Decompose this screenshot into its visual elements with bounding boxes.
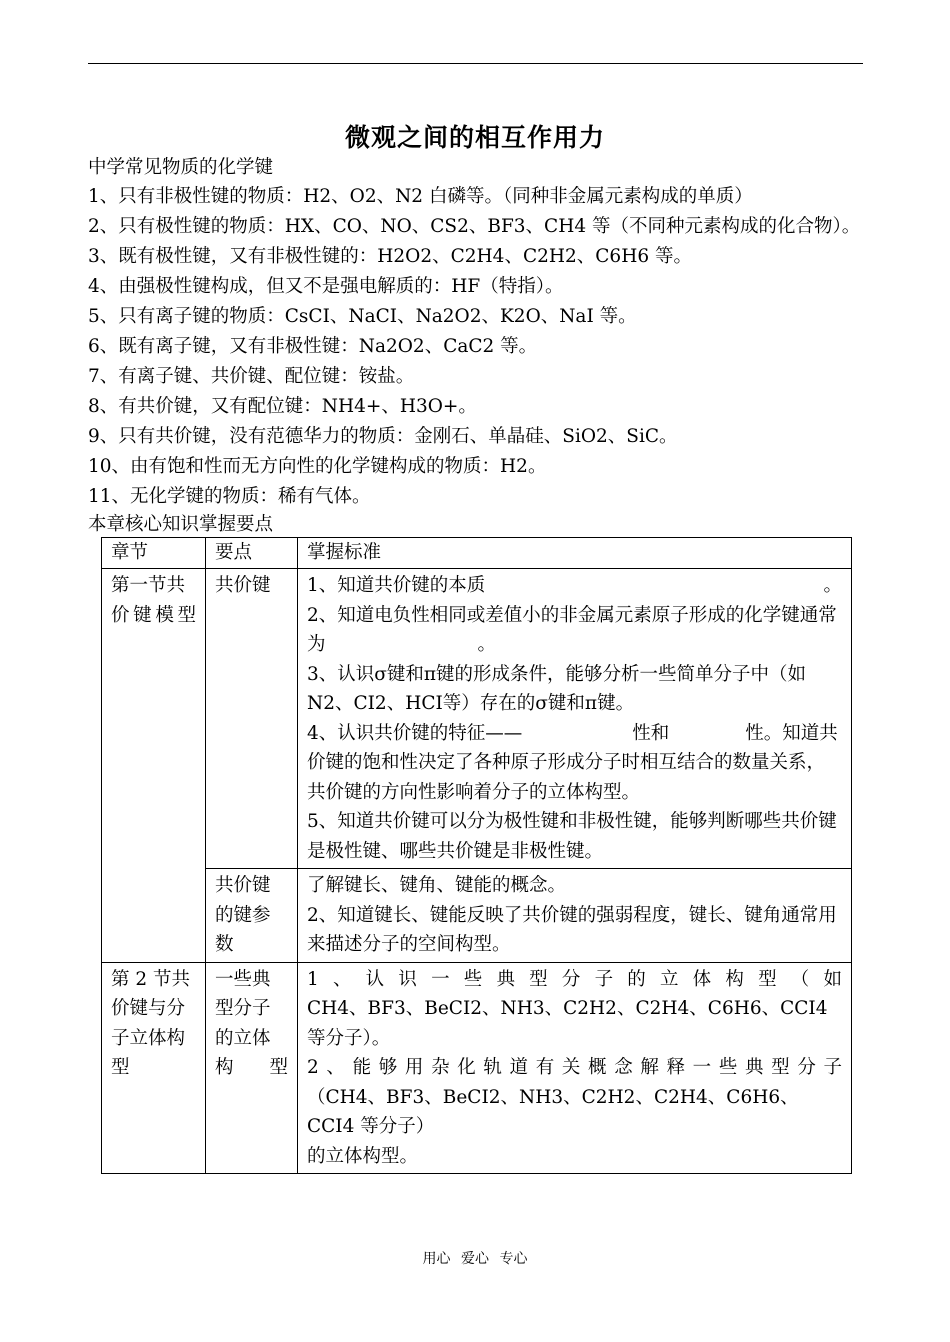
header-chapter: 章节 [102, 538, 206, 569]
core-knowledge-table [101, 537, 852, 1174]
list-item: 4、由强极性键构成，但又不是强电解质的：HF（特指）。 [88, 276, 564, 297]
standard-line: 1、知道共价键的本质 。 [307, 575, 842, 596]
standard-cell [298, 869, 852, 963]
standard-line: 5、知道共价键可以分为极性键和非极性键，能够判断哪些共价键是极性键、哪些共价键是非极性键。 [307, 811, 837, 862]
list-item: 2、只有极性键的物质：HX、CO、NO、CS2、BF3、CH4 等（不同种元素构成的化合物）。 [88, 216, 861, 237]
standard-line: 的立体构型。 [307, 1145, 419, 1167]
table-row [102, 569, 852, 869]
table-row [102, 869, 852, 963]
standard-line: 2、知道电负性相同或差值小的非金属元素原子形成的化学键通常为 。 [307, 604, 837, 655]
point-cell: 共价键的键参数 [206, 869, 298, 963]
standard-cell [298, 569, 852, 869]
page-footer: 用心 爱心 专心 [422, 1251, 528, 1267]
standard-line: 2、知道键长、键能反映了共价键的强弱程度，键长、键角通常用来描述分子的空间构型。 [307, 904, 837, 955]
table-row [102, 962, 852, 1174]
list-item: 8、有共价键，又有配位键：NH4+、H3O+。 [88, 396, 477, 417]
page-title: 微观之间的相互作用力 [344, 123, 605, 152]
list-item: 5、只有离子键的物质：CsCI、NaCI、Na2O2、K2O、NaI 等。 [88, 306, 637, 327]
header-rule [88, 63, 863, 64]
list-item: 11、无化学键的物质：稀有气体。 [88, 486, 371, 507]
point-cell: 共价键 [206, 569, 298, 869]
standard-line: （CH4、BF3、BeCI2、NH3、C2H2、C2H4、C6H6、CCI4 等分子） [307, 1086, 799, 1137]
list-item: 1、只有非极性键的物质：H2、O2、N2 白磷等。（同种非金属元素构成的单质） [88, 186, 753, 207]
standard-line: 2、能够用杂化轨道有关概念解释一些典型分子 [307, 1057, 842, 1078]
standard-line: 1、认识一些典型分子的立体构型（如 [307, 968, 842, 990]
header-standard: 掌握标准 [298, 538, 852, 569]
standard-line: 3、认识σ键和π键的形成条件，能够分析一些简单分子中（如N2、CI2、HCI等）存在的σ键和π键。 [307, 663, 807, 714]
point-cell: 一些典型分子的立体构型 [206, 962, 298, 1174]
standard-line: 了解键长、键角、键能的概念。 [307, 875, 567, 896]
standard-cell [298, 962, 852, 1174]
list-item: 6、既有离子键，又有非极性键：Na2O2、CaC2 等。 [88, 336, 538, 357]
table-header-row [102, 538, 852, 569]
standard-line: 4、认识共价键的特征—— 性和 性。知道共价键的饱和性决定了各种原子形成分子时相互结合的数量关系，共价键的方向性影响着分子的立体构型。 [307, 722, 838, 803]
list-item: 10、由有饱和性而无方向性的化学键构成的物质：H2。 [88, 456, 547, 477]
list-item: 9、只有共价键，没有范德华力的物质：金刚石、单晶硅、SiO2、SiC。 [88, 426, 678, 447]
standard-line: CH4、BF3、BeCI2、NH3、C2H2、C2H4、C6H6、CCI4 等分子）。 [307, 998, 828, 1049]
core-section-heading: 本章核心知识掌握要点 [88, 514, 274, 535]
list-item: 3、既有极性键，又有非极性键的：H2O2、C2H4、C2H2、C6H6 等。 [88, 246, 692, 267]
chapter-cell: 第一节共价键模型 [102, 569, 206, 963]
list-item: 7、有离子键、共价键、配位键：铵盐。 [88, 366, 415, 387]
bond-section-heading: 中学常见物质的化学键 [88, 157, 274, 178]
header-point: 要点 [206, 538, 298, 569]
chapter-cell: 第 2 节共价键与分子立体构型 [102, 962, 206, 1174]
bond-list [88, 182, 860, 512]
